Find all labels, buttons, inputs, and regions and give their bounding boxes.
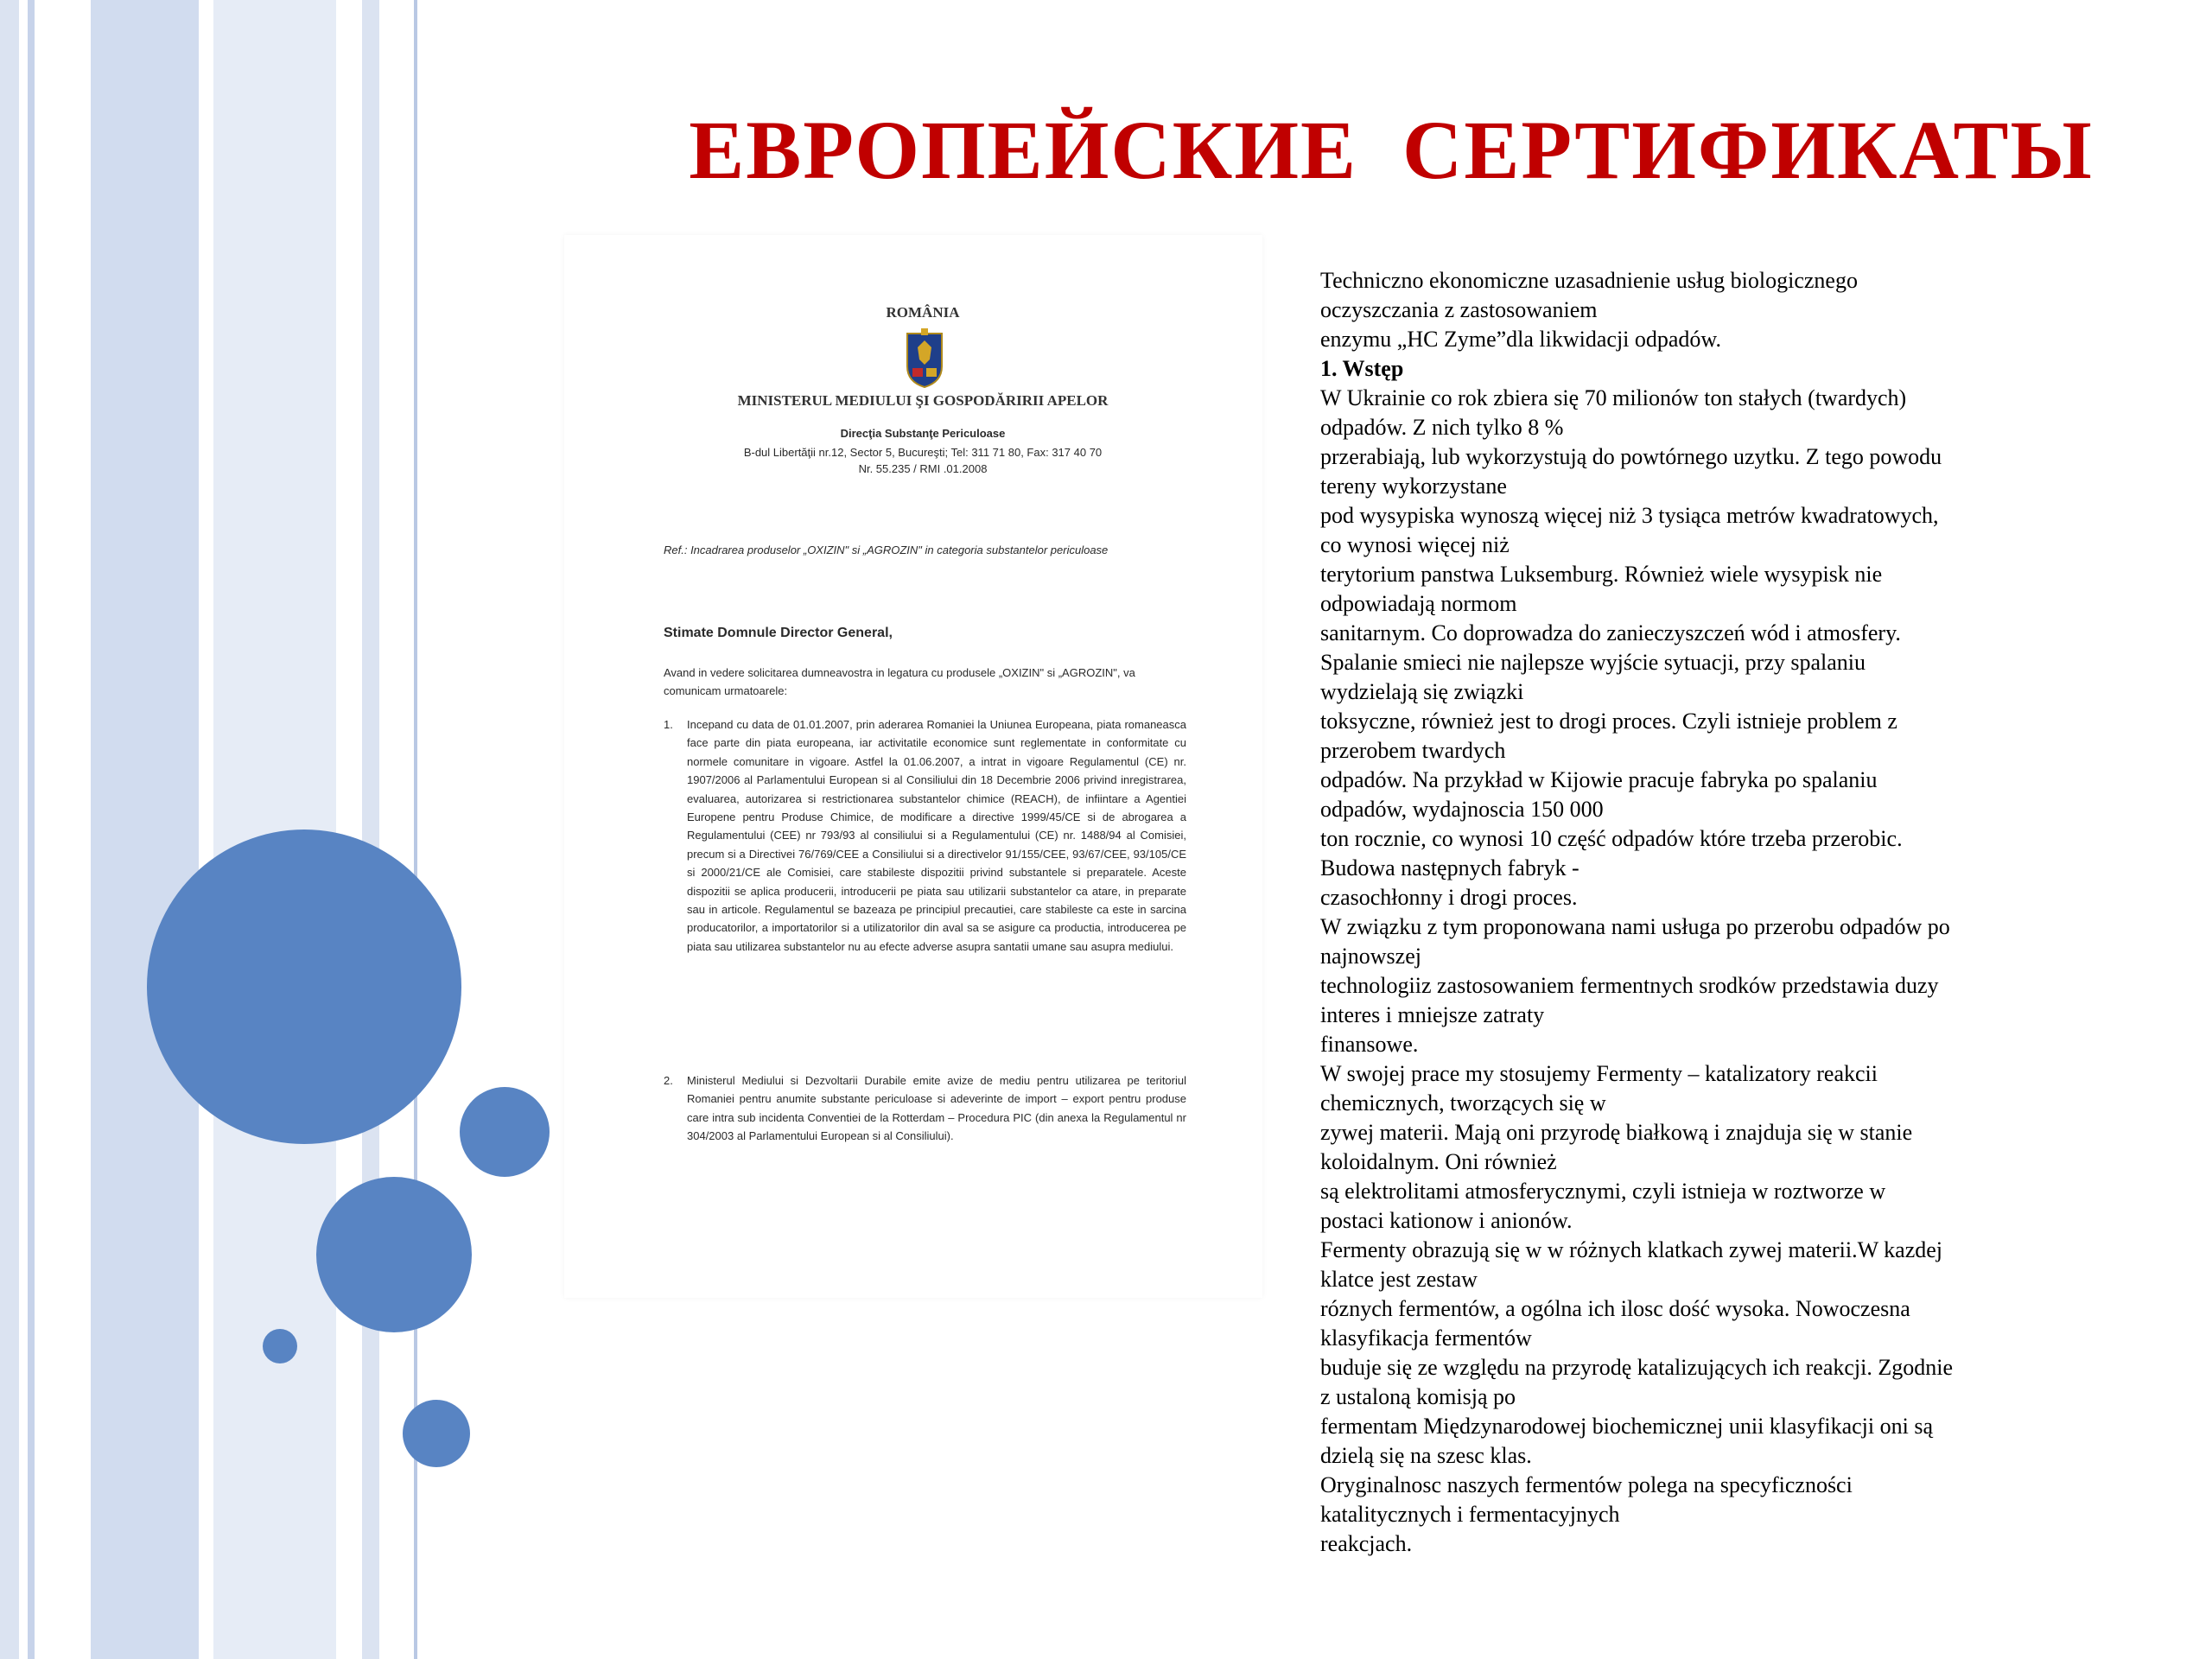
body-text-line: wydzielają się związki — [1320, 679, 1524, 704]
body-text-line: katalitycznych i fermentacyjnych — [1320, 1502, 1620, 1527]
body-text-line: oczyszczania z zastosowaniem — [1320, 297, 1598, 322]
letter-ministry: MINISTERUL MEDIULUI ŞI GOSPODĂRIRII APELOR — [737, 392, 1109, 409]
body-text-line: technologiiz zastosowaniem fermentnych srodków przedstawia duzy — [1320, 973, 1939, 998]
body-text-line: chemicznych, tworzących się w — [1320, 1090, 1606, 1116]
body-text-line: czasochłonny i drogi proces. — [1320, 885, 1578, 910]
letter-reference: Ref.: Incadrarea produselor „OXIZIN" si „AGROZIN" in categoria substantelor periculoase — [664, 543, 1109, 556]
decorative-stripe — [0, 0, 19, 1659]
body-text-line: zywej materii. Mają oni przyrodę białkową i znajduja się w stanie — [1320, 1120, 1913, 1145]
body-text-line: Techniczno ekonomiczne uzasadnienie usług biologicznego — [1320, 268, 1858, 293]
body-text-line: finansowe. — [1320, 1032, 1419, 1057]
decorative-stripe — [35, 0, 91, 1659]
body-text-line: tereny wykorzystane — [1320, 474, 1507, 499]
letter-item — [664, 715, 1186, 956]
letter-item-text: Ministerul Mediului si Dezvoltarii Durabile emite avize de mediu pentru utilizarea pe teritoriul Romaniei pentru anumite substante periculoase si adeverinte de import – export pentru produse care intra sub incidenta Conventiei de la Rotterdam – Procedura PIC (din anexa la Regulamentul nr 304/2003 al Parlamentului European si al Consiliului). — [687, 1074, 1186, 1143]
letter-directorate: Direcţia Substanţe Periculoase — [840, 427, 1006, 440]
body-text-line: enzymu „HC Zyme”dla likwidacji odpadów. — [1320, 327, 1722, 352]
body-text-line: odpowiadają normom — [1320, 591, 1517, 616]
body-text-line: Fermenty obrazują się w w różnych klatkach zywej materii.W kazdej — [1320, 1237, 1943, 1262]
letter-number: Nr. 55.235 / RMI .01.2008 — [858, 462, 988, 475]
body-text-line: odpadów, wydajnoscia 150 000 — [1320, 797, 1604, 822]
body-text-line: terytorium panstwa Luksemburg. Również wiele wysypisk nie — [1320, 562, 1883, 587]
body-text — [1320, 266, 2115, 1559]
decorative-stripe — [28, 0, 35, 1659]
body-text-line: odpadów. Z nich tylko 8 % — [1320, 415, 1564, 440]
letter-country: ROMÂNIA — [886, 304, 960, 321]
body-text-line: najnowszej — [1320, 944, 1421, 969]
decorative-stripe — [199, 0, 213, 1659]
letter-address: B-dul Libertăţii nr.12, Sector 5, Bucureşti; Tel: 311 71 80, Fax: 317 40 70 — [743, 446, 1103, 459]
letter-salutation: Stimate Domnule Director General, — [664, 626, 893, 640]
decorative-stripe — [379, 0, 414, 1659]
body-text-line: dzielą się na szesc klas. — [1320, 1443, 1532, 1468]
body-text-line: W związku z tym proponowana nami usługa po przerobu odpadów po — [1320, 914, 1950, 939]
body-text-line: fermentam Międzynarodowej biochemicznej unii klasyfikacji oni są — [1320, 1414, 1933, 1439]
body-text-line: koloidalnym. Oni również — [1320, 1149, 1557, 1174]
body-text-line: W Ukrainie co rok zbiera się 70 milionów ton stałych (twardych) — [1320, 385, 1907, 410]
body-text-line: przerabiają, lub wykorzystują do powtórnego uzytku. Z tego powodu — [1320, 444, 1942, 469]
body-text-line: są elektrolitami atmosferycznymi, czyli istnieja w roztworze w — [1320, 1179, 1886, 1204]
decorative-stripe — [19, 0, 28, 1659]
body-text-line: sanitarnym. Co doprowadza do zanieczyszczeń wód i atmosfery. — [1320, 620, 1901, 645]
letter-item-text: Incepand cu data de 01.01.2007, prin aderarea Romaniei la Uniunea Europeana, piata romaneasca face parte din piata europeana, iar activitatile economice sunt reglementate in conformitate cu normele comunitare in vigoare. Astfel la 01.06.2007, a intrat in vigoare Regulamentul (CE) nr. 1907/2006 al Parlamentului European si al Consiliului din 18 Decembrie 2006 privind inregistrarea, evaluarea, autorizarea si restrictionarea substantelor chimice (REACH), de infiintare a Agentiei Europene pentru Produse Chimice, de modificare a directive 1999/45/CE si de abrogarea a Regulamentului (CEE) nr 793/93 al consiliului si a Regulamentului (CE) nr. 1488/94 al Comisiei, precum si a Directivei 76/769/CEE a Consiliului si a directivelor 91/155/CEE, 93/67/CEE, 93/105/CE si 2000/21/CE ale Comisiei, care stabileste dispozitii privind substantele si preparatele. Aceste dispozitii se aplica producerii, introducerii pe piata sau utilizarii substantelor ca atare, in preparate sau in articole. Regulamentul se bazeaza pe principiul precautiei, care stabileste ca este in sarcina producatorilor, a importatorilor si a utilizatorilor din aval sa se asigure ca productia, introducerea pe piata sau utilizarea substantelor nu au efecte adverse asupra santatii umane sau asupra mediului. — [687, 718, 1186, 953]
section-heading: 1. Wstęp — [1320, 356, 1404, 381]
decorative-stripe — [336, 0, 362, 1659]
decorative-stripe — [362, 0, 379, 1659]
decorative-circle-small — [263, 1329, 297, 1363]
body-text-line: klatce jest zestaw — [1320, 1267, 1478, 1292]
body-text-line: Oryginalnosc naszych fermentów polega na specyficzności — [1320, 1472, 1853, 1497]
body-text-line: interes i mniejsze zatraty — [1320, 1002, 1545, 1027]
body-text-line: W swojej prace my stosujemy Fermenty – katalizatory reakcii — [1320, 1061, 1878, 1086]
decorative-circle — [403, 1400, 470, 1467]
decorative-circle-medium — [316, 1177, 472, 1332]
decorative-stripe — [91, 0, 199, 1659]
letter-item — [664, 1071, 1186, 1146]
body-text-line: pod wysypiska wynoszą więcej niż 3 tysiąca metrów kwadratowych, — [1320, 503, 1939, 528]
slide-title: ЕВРОПЕЙСКИЕ СЕРТИФИКАТЫ — [689, 104, 2094, 196]
body-text-line: róznych fermentów, a ogólna ich ilosc dość wysoka. Nowoczesna — [1320, 1296, 1910, 1321]
letter-item-number: 2. — [664, 1074, 673, 1087]
body-text-line: toksyczne, również jest to drogi proces. Czyli istnieje problem z — [1320, 709, 1897, 734]
body-text-line: z ustaloną komisją po — [1320, 1384, 1516, 1409]
body-text-line: buduje się ze względu na przyrodę katalizujących ich reakcji. Zgodnie — [1320, 1355, 1954, 1380]
coat-of-arms-icon — [904, 328, 945, 389]
body-text-line: postaci kationow i anionów. — [1320, 1208, 1573, 1233]
body-text-line: Budowa następnych fabryk - — [1320, 855, 1580, 880]
body-text-line: odpadów. Na przykład w Kijowie pracuje fabryka po spalaniu — [1320, 767, 1878, 792]
body-text-line: Spalanie smieci nie najlepsze wyjście sytuacji, przy spalaniu — [1320, 650, 1866, 675]
decorative-circle-large — [147, 830, 461, 1144]
body-text-line: ton rocznie, co wynosi 10 część odpadów które trzeba przerobic. — [1320, 826, 1903, 851]
body-text-line: przerobem twardych — [1320, 738, 1506, 763]
decorative-circle — [460, 1087, 550, 1177]
body-text-line: reakcjach. — [1320, 1531, 1413, 1556]
letter-intro: Avand in vedere solicitarea dumneavostra in legatura cu produsele „OXIZIN" si „AGROZIN", va comunicam urmatoarele: — [664, 666, 1135, 697]
letter-item-number: 1. — [664, 718, 673, 731]
scanned-certificate-letter — [564, 235, 1262, 1298]
body-text-line: klasyfikacja fermentów — [1320, 1325, 1532, 1351]
body-text-line: co wynosi więcej niż — [1320, 532, 1510, 557]
